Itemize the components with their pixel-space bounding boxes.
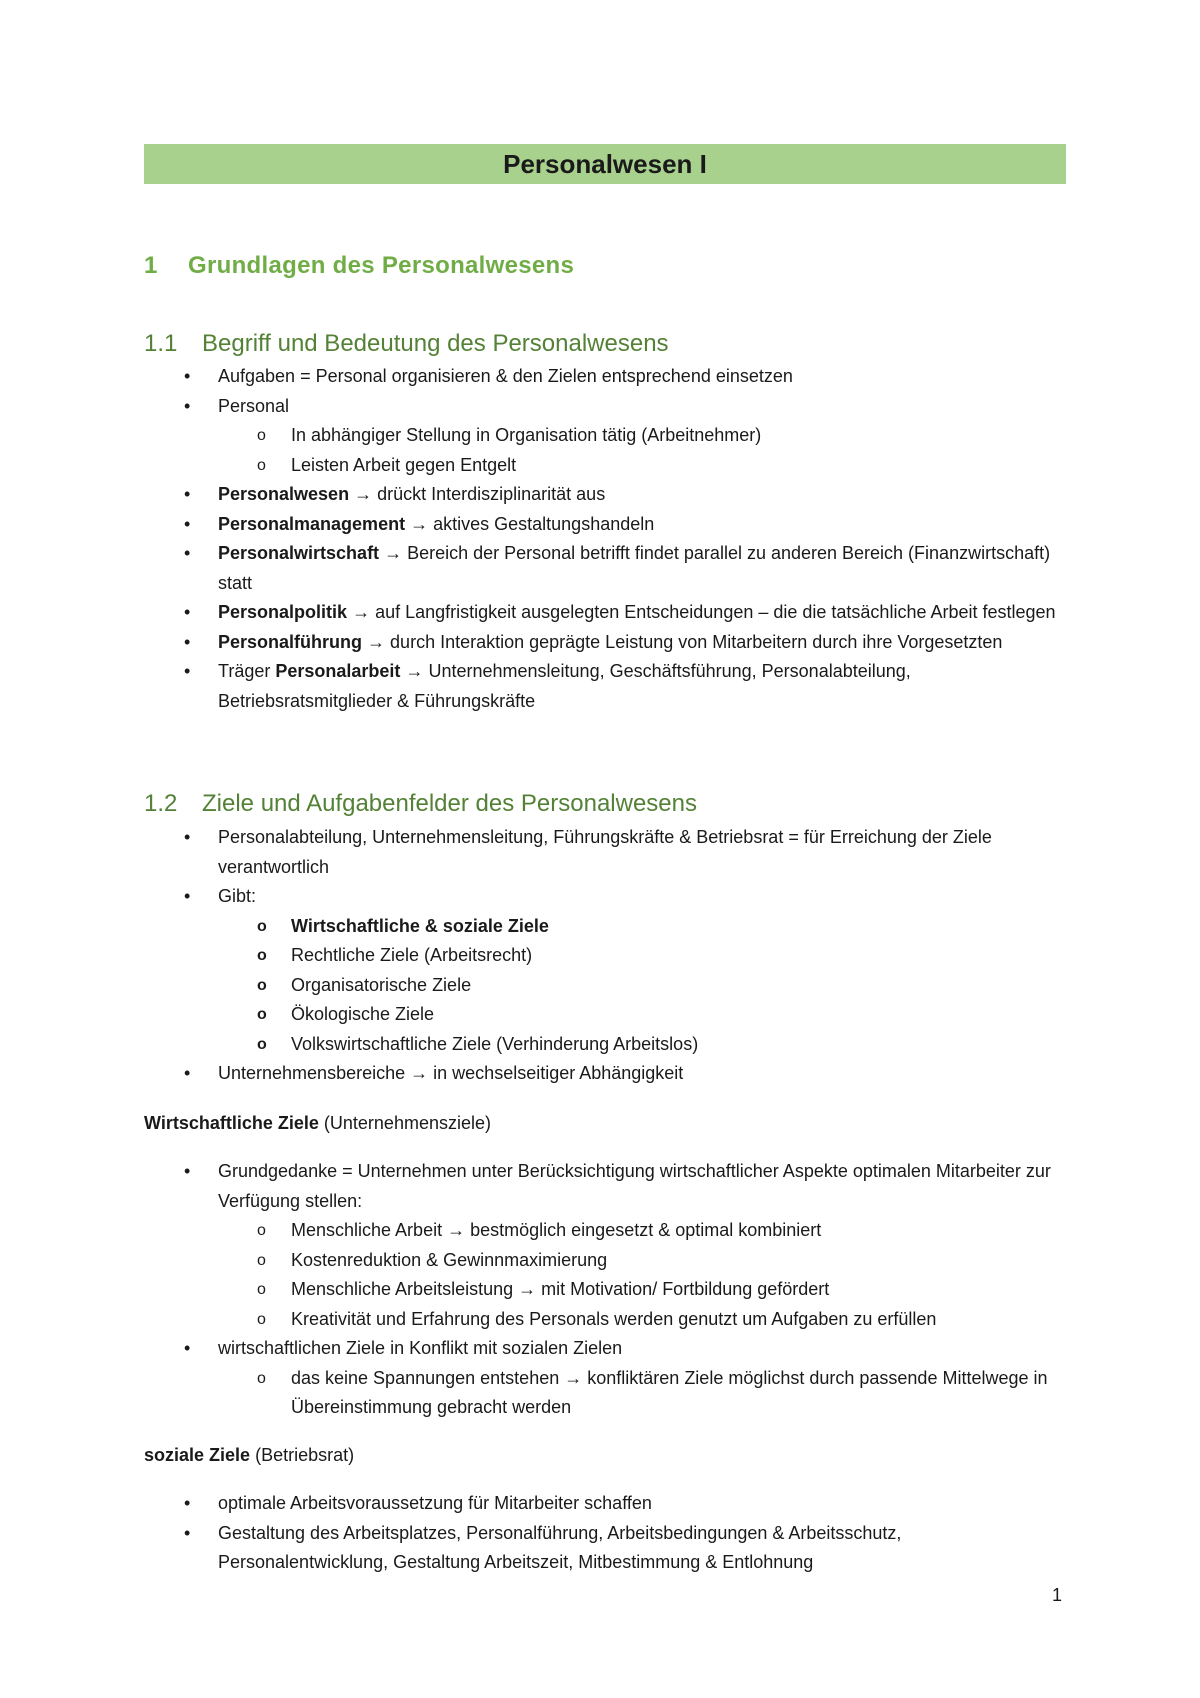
list-item: • Personalabteilung, Unternehmensleitung, Führungskräfte & Betriebsrat = für Erreichung der Ziele verantwortlich <box>144 823 1066 882</box>
list-item: • optimale Arbeitsvoraussetzung für Mitarbeiter schaffen <box>144 1489 1066 1519</box>
list-item: • Unternehmensbereiche → in wechselseitiger Abhängigkeit <box>144 1059 1066 1089</box>
list-item: • Personalwesen → drückt Interdisziplinarität aus <box>144 480 1066 510</box>
arrow-icon: → <box>410 1063 429 1083</box>
arrow-icon: → <box>354 484 373 504</box>
sub-list-item: o Leisten Arbeit gegen Entgelt <box>144 451 1066 481</box>
list-item: • Gestaltung des Arbeitsplatzes, Personalführung, Arbeitsbedingungen & Arbeitsschutz, Personalentwicklung, Gestaltung Arbeitszeit, Mitbestimmung & Entlohnung <box>144 1519 1066 1578</box>
list-item: • Personalwirtschaft → Bereich der Personal betrifft findet parallel zu anderen Bereich (Finanzwirtschaft) statt <box>144 539 1066 598</box>
sub-list-item: o Menschliche Arbeitsleistung → mit Motivation/ Fortbildung gefördert <box>144 1275 1066 1305</box>
section-heading-1-1 <box>144 330 669 358</box>
arrow-icon: → <box>367 631 386 652</box>
arrow-icon: → <box>384 543 403 563</box>
list-item: • Grundgedanke = Unternehmen unter Berücksichtigung wirtschaftlicher Aspekte optimalen Mitarbeiter zur Verfügung stellen: <box>144 1157 1066 1216</box>
document-title: Personalwesen I <box>144 144 1066 184</box>
subheading-wirtschaftliche-ziele: Wirtschaftliche Ziele (Unternehmensziele) <box>144 1113 491 1133</box>
sub-list-item: o Wirtschaftliche & soziale Ziele <box>144 912 1066 942</box>
bullet-list-1-2 <box>144 823 1066 1089</box>
section-title: Begriff und Bedeutung des Personalwesens <box>202 330 669 357</box>
sub-list-item: o Kreativität und Erfahrung des Personals werden genutzt um Aufgaben zu erfüllen <box>144 1305 1066 1335</box>
sub-list-item: o Menschliche Arbeit → bestmöglich eingesetzt & optimal kombiniert <box>144 1216 1066 1246</box>
bullet-list-sozial <box>144 1489 1066 1578</box>
subheading-soziale-ziele: soziale Ziele (Betriebsrat) <box>144 1445 355 1465</box>
arrow-icon: → <box>410 513 429 534</box>
sub-list-item: o Organisatorische Ziele <box>144 971 1066 1001</box>
sub-list-item: o Ökologische Ziele <box>144 1000 1066 1030</box>
sub-list-item: o Kostenreduktion & Gewinnmaximierung <box>144 1246 1066 1276</box>
sub-list-item: o Rechtliche Ziele (Arbeitsrecht) <box>144 941 1066 971</box>
page-number: 1 <box>1052 1585 1063 1605</box>
sub-list-item: o Volkswirtschaftliche Ziele (Verhinderung Arbeitslos) <box>144 1030 1066 1060</box>
arrow-icon: → <box>352 602 371 622</box>
arrow-icon: → <box>447 1220 466 1240</box>
arrow-icon: → <box>564 1367 583 1388</box>
bullet-list-wirtschaft <box>144 1157 1066 1423</box>
section-number: 1.2 <box>144 790 178 817</box>
sub-list-item: o das keine Spannungen entstehen → konfliktären Ziele möglichst durch passende Mittelwege in Übereinstimmung gebracht werden <box>144 1364 1066 1423</box>
list-item: • Personalpolitik → auf Langfristigkeit ausgelegten Entscheidungen – die die tatsächliche Arbeit festlegen <box>144 598 1066 628</box>
list-item: • Personal <box>144 392 1066 422</box>
section-number: 1.1 <box>144 330 178 357</box>
arrow-icon: → <box>405 661 424 681</box>
bullet-list-1-1 <box>144 362 1066 716</box>
list-item: • wirtschaftlichen Ziele in Konflikt mit sozialen Zielen <box>144 1334 1066 1364</box>
list-item: • Personalführung → durch Interaktion geprägte Leistung von Mitarbeitern durch ihre Vorgesetzten <box>144 628 1066 658</box>
section-heading-1 <box>144 252 574 280</box>
list-item: • Gibt: <box>144 882 1066 912</box>
section-number: 1 <box>144 252 158 279</box>
arrow-icon: → <box>518 1279 537 1299</box>
section-title: Grundlagen des Personalwesens <box>188 252 575 279</box>
list-item: • Aufgaben = Personal organisieren & den Zielen entsprechend einsetzen <box>144 362 1066 392</box>
section-heading-1-2 <box>144 790 697 818</box>
list-item: • Personalmanagement → aktives Gestaltungshandeln <box>144 510 1066 540</box>
section-title: Ziele und Aufgabenfelder des Personalwesens <box>202 790 697 817</box>
sub-list-item: o In abhängiger Stellung in Organisation tätig (Arbeitnehmer) <box>144 421 1066 451</box>
list-item: • Träger Personalarbeit → Unternehmensleitung, Geschäftsführung, Personalabteilung, Betriebsratsmitglieder & Führungskräfte <box>144 657 1066 716</box>
